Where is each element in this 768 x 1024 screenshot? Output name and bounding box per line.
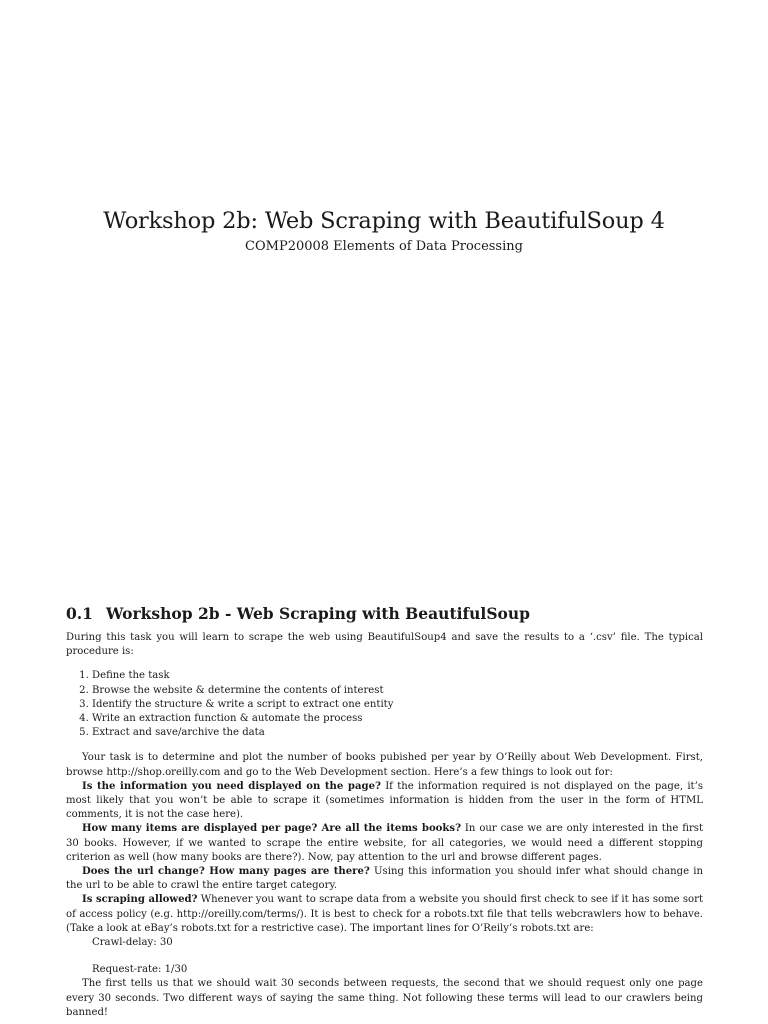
list-item: 4. Write an extraction function & automate the process bbox=[92, 712, 703, 726]
list-item: 3. Identify the structure & write a script to extract one entity bbox=[92, 698, 703, 712]
list-item: 2. Browse the website & determine the contents of interest bbox=[92, 684, 703, 698]
question-paragraph bbox=[66, 865, 703, 893]
document-subtitle: COMP20008 Elements of Data Processing bbox=[245, 239, 523, 254]
question-text: If the information required is not displayed on the page, it’s most likely that you won’t be able to scrape it (sometimes information is hidden from the user in the form of HTML comments, it is not the case here). bbox=[66, 780, 703, 821]
intro-paragraph: During this task you will learn to scrape the web using BeautifulSoup4 and save the results to a ‘.csv’ file. The typical procedure is: bbox=[66, 632, 703, 658]
question-text: Whenever you want to scrape data from a website you should first check to see if it has some sort of access policy (e.g. http://oreilly.com/terms/). It is best to check for a robots.txt file that tells webcrawlers how to behave. (Take a look at eBay’s robots.txt for a restrictive case). The important lines for O’Reily’s robots.txt are: bbox=[66, 894, 704, 934]
section-title: Workshop 2b - Web Scraping with BeautifulSoup bbox=[106, 604, 530, 623]
question-paragraph bbox=[66, 893, 703, 936]
robots-line-crawl-delay: Crawl-delay: 30 bbox=[92, 937, 173, 949]
document-title: Workshop 2b: Web Scraping with BeautifulSoup 4 bbox=[103, 208, 665, 234]
question-paragraph bbox=[66, 780, 703, 823]
question-heading: Is the information you need displayed on the page? bbox=[82, 780, 381, 792]
question-heading: Is scraping allowed? bbox=[82, 894, 198, 906]
task-paragraph: Your task is to determine and plot the number of books pubished per year by O’Reilly about Web Development. First, browse http://shop.oreilly.com and go to the Web Development section. Here’s a few things to look out for: bbox=[66, 752, 703, 778]
procedure-list bbox=[66, 669, 703, 740]
section-number: 0.1 bbox=[66, 604, 93, 623]
list-item: 5. Extract and save/archive the data bbox=[92, 726, 703, 740]
question-paragraph bbox=[66, 822, 703, 865]
section-heading bbox=[66, 604, 530, 623]
question-text: Using this information you should infer what should change in the url to be able to crawl the entire target category. bbox=[66, 866, 703, 892]
question-text: In our case we are only interested in the first 30 books. However, if we wanted to scrape the entire website, for all categories, we would need a different stopping criterion as well (how many books are there?). Now, pay attention to the url and browse different pages. bbox=[66, 823, 703, 863]
list-item: 1. Define the task bbox=[92, 669, 703, 683]
closing-paragraph: The first tells us that we should wait 30 seconds between requests, the second that we should request only one page every 30 seconds. Two different ways of saying the same thing. Not following these terms will lead to our crawlers being banned! bbox=[66, 978, 703, 1018]
section-body bbox=[66, 631, 703, 1020]
question-heading: Does the url change? How many pages are there? bbox=[82, 866, 370, 878]
question-heading: How many items are displayed per page? Are all the items books? bbox=[82, 823, 462, 835]
robots-line-request-rate: Request-rate: 1/30 bbox=[92, 964, 188, 976]
